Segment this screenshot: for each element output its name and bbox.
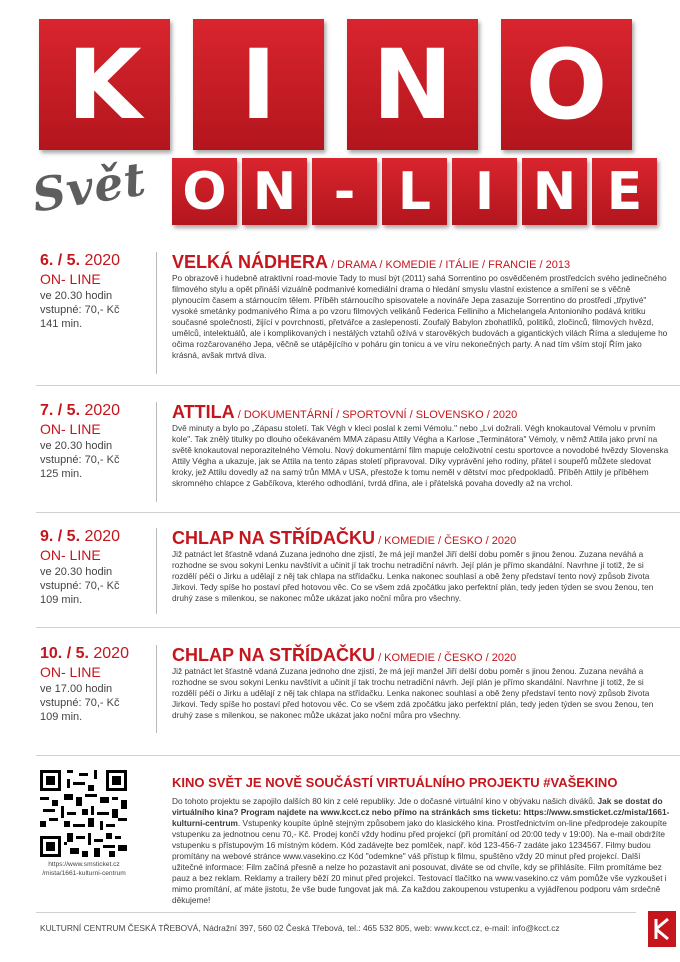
- footer-line: [36, 912, 636, 913]
- divider: [156, 402, 157, 502]
- event-date: 6. / 5. 2020: [40, 252, 121, 269]
- divider: [156, 252, 157, 374]
- event-title: VELKÁ NÁDHERA / DRAMA / KOMEDIE / ITÁLIE / FRANCIE / 2013: [172, 252, 571, 272]
- event-description: Po obrazově i hudebně atraktivní road-movie Tady to musí být (2011) sahá Sorrentino po osvědčeném prostředcích svého jedinečného filmového stylu a opět přináší vizuálně podmanivé komediální drama o hledání smyslu vlastní existence a smíření se s věčně plynoucím časem a stárnoucím tělem. Příběh stárnoucího spisovatele a novináře Jepa zasazuje Sorrentino do prostředí „třpytivé" vysoké smetánky podmanivého Říma a po vzoru filmových velikánů Federica Felliniho a Michelangela Antonioniho podává kritiku současné společnosti, žijící v povrchnosti, přetvářce a zaslepenosti. Zoufalý Babylon zbohatlíků, politiků, zločinců, filmových hvězd, umělců, intelektuálů, ale i komplikovaných i nestálých vztahů ožívá v starověkých budovách a gigantických vilách Říma a sledujeme ho očima rozčarovaného Jepa, věčně se utápějícího v poháru gin tonicu a ve víru nekonečných party. A nad tím vším stojí Řím jako krásná, avšak mrtvá díva.: [172, 273, 668, 360]
- event-online: ON- LINE: [40, 271, 101, 287]
- letter-tile-i: I: [193, 19, 324, 150]
- event-online: ON- LINE: [40, 421, 101, 437]
- online-tile-o: O: [172, 158, 237, 225]
- divider: [156, 528, 157, 614]
- qr-caption: https://www.smsticket.cz /mista/1661-kulturni-centrum: [42, 861, 126, 877]
- event-price: vstupné: 70,- Kč: [40, 697, 120, 709]
- separator: [36, 385, 680, 386]
- event-description: Již patnáct let šťastně vdaná Zuzana jednoho dne zjistí, že má její manžel Jiří delší dobu poměr s jinou ženou. Zuzana neváhá a rozhodne se svou sokyni Lenku navštívit a učinit jí tak trochu netradiční návrh. Její plán je přímo skandální. Navrhne jí totiž, že si rozdělí péči o Jirku a udělají z něj tak chlapa na střídačku. Lenka nakonec souhlasí a obě ženy představí tento nový způsob života Jirkovi. Tedy spíše ho postaví před hotovou věc. Co se všem zdá zpočátku jako perfektní plán, tedy jeden týden se svou ženou, ten druhý zase s milenkou, se nakonec může ukázat jako noční můra pro všechny.: [172, 549, 654, 603]
- letter-tile-n: N: [347, 19, 478, 150]
- separator: [36, 512, 680, 513]
- event-price: vstupné: 70,- Kč: [40, 454, 120, 466]
- event-price: vstupné: 70,- Kč: [40, 580, 120, 592]
- project-title: KINO SVĚT JE NOVĚ SOUČÁSTÍ VIRTUÁLNÍHO PROJEKTU #VAŠEKINO: [172, 775, 618, 790]
- event-title: CHLAP NA STŘÍDAČKU / KOMEDIE / ČESKO / 2020: [172, 645, 517, 665]
- online-tile-dash: -: [312, 158, 377, 225]
- event-description: Dvě minuty a bylo po „Zápasu století. Tak Végh v kleci poslal k zemi Vémolu." nebo „Lvi dožrali. Végh knokautoval Vémolu v prvním kole". Tak znělý titulky po dlouho očekávaném MMA zápasu Attily Végha a Karlose „Terminátora" Vémoly, v němž Attila jako první na světě knokautoval neporazitelného Vémolu. Nový dokumentární film mapuje celoživotní cestu sportovce a novodobé hvězdy Slovenska Attily Végha a ukazuje, jak se Attila na tento zápas století připravoval. Díky vyprávění jeho rodiny, přátel i soupeřů můžete sledovat kroky, jež Attilu dovedly až na samý trůn MMA v USA, přestože k tomu neměl v dětství moc předpokladů. Příběh Attily je příběhem skromného chlapce z Gabčíkova, kterého odhodlání, tvrdá dřina, ale i přátelská povaha dovedly až na vrchol.: [172, 423, 669, 488]
- separator: [36, 755, 680, 756]
- event-length: 125 min.: [40, 468, 83, 480]
- event-date: 10. / 5. 2020: [40, 645, 129, 662]
- online-tile-n: N: [242, 158, 307, 225]
- online-tile-e: E: [592, 158, 657, 225]
- svet-logotype: Svět: [28, 151, 150, 223]
- letter-tile-o: O: [501, 19, 632, 150]
- event-price: vstupné: 70,- Kč: [40, 304, 120, 316]
- event-date: 9. / 5. 2020: [40, 528, 121, 545]
- divider: [156, 645, 157, 733]
- footer-contact: KULTURNÍ CENTRUM ČESKÁ TŘEBOVÁ, Nádražní 397, 560 02 Česká Třebová, tel.: 465 532 805, web: www.kcct.cz, e-mail: info@kcct.cz: [40, 923, 560, 933]
- event-time: ve 20.30 hodin: [40, 566, 113, 578]
- event-online: ON- LINE: [40, 664, 101, 680]
- event-date: 7. / 5. 2020: [40, 402, 121, 419]
- event-length: 109 min.: [40, 711, 83, 723]
- separator: [36, 627, 680, 628]
- event-time: ve 20.30 hodin: [40, 290, 113, 302]
- event-length: 109 min.: [40, 594, 83, 606]
- event-title: CHLAP NA STŘÍDAČKU / KOMEDIE / ČESKO / 2020: [172, 528, 517, 548]
- event-time: ve 20.30 hodin: [40, 440, 113, 452]
- event-length: 141 min.: [40, 318, 83, 330]
- kc-logo-icon: [648, 911, 676, 947]
- online-tile-n2: N: [522, 158, 587, 225]
- event-online: ON- LINE: [40, 547, 101, 563]
- letter-tile-k: K: [39, 19, 170, 150]
- project-description: Do tohoto projektu se zapojilo dalších 80 kin z celé republiky. Jde o dočasné virtuální kino v obývaku našich diváků. Jak se dostat do virtuálního kina? Program najdete na www.kcct.cz nebo přímo na stránkách sms ticketu: https://www.smsticket.cz/mista/1661-kulturni-centrum. Vstupenky koupíte úplně stejným způsobem jako do klasického kina. Prostřednictvím on-line předprodeje zakoupíte vstupenku za jednotnou cenu 70,- Kč. Prodej končí vždy hodinu před projekcí (při promítání od 20:00 tedy v 19:00). Na e-mail obdržíte vstupenku s přístupovým 16 místným kódem. Kód zadávejte bez pomlček, např. kód 123-456-7 zadáte jako 1234567. Filmy budou promítány na webové stránce www.vasekino.cz Kód "odemkne" váš přístup k filmu, spuštěno vždy 20 minut před projekcí. Další užitečné informace: Film začíná přesně a nelze ho pozastavit ani posouvat, diváte se od chvíle, kdy se přihlásíte. Film promítáme bez pauz a bez reklam. Reklamy a trailery běží 20 minut před projekcí. Testovací tlačítko na www.vasekino.cz vám pomůže vše vyzkoušet i mimo promítání, ať máte jistotu, že vše bude fungovat jak má. Za každou zakoupenou vstupenku a vyjádřenou podporu vám srdečně děkujeme!: [172, 796, 670, 905]
- online-tile-i: I: [452, 158, 517, 225]
- event-time: ve 17.00 hodin: [40, 683, 113, 695]
- event-title: ATTILA / DOKUMENTÁRNÍ / SPORTOVNÍ / SLOVENSKO / 2020: [172, 402, 518, 422]
- qr-code-icon[interactable]: [40, 770, 127, 857]
- online-tile-l: L: [382, 158, 447, 225]
- event-description: Již patnáct let šťastně vdaná Zuzana jednoho dne zjistí, že má její manžel Jiří delší dobu poměr s jinou ženou. Zuzana neváhá a rozhodne se svou sokyni Lenku navštívit a učinit jí tak trochu netradiční návrh. Její plán je přímo skandální. Navrhne jí totiž, že si rozdělí péči o Jirku a udělají z něj tak chlapa na střídačku. Lenka nakonec souhlasí a obě ženy představí tento nový způsob života Jirkovi. Tedy spíše ho postaví před hotovou věc. Co se všem zdá zpočátku jako perfektní plán, tedy jeden týden se svou ženou, ten druhý zase s milenkou, se nakonec může ukázat jako noční můra pro všechny.: [172, 666, 654, 720]
